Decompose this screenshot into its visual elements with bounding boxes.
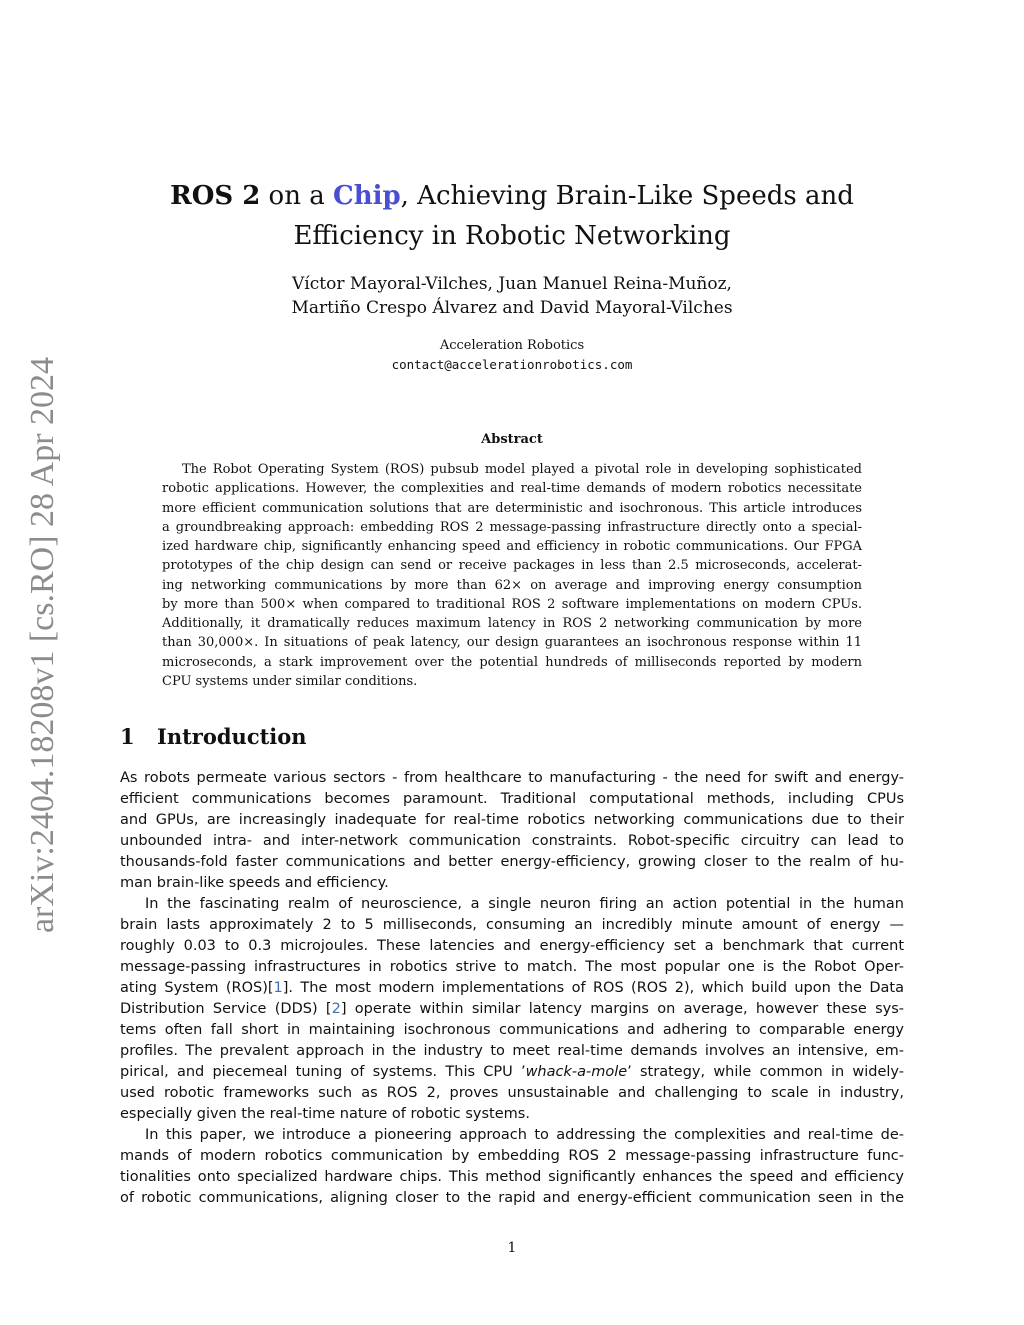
body-text-run: ating System (ROS)[ — [120, 980, 274, 996]
body-text-run: ’ strategy, while common in widely- — [627, 1064, 904, 1080]
citation-link-2[interactable]: 2 — [331, 1001, 341, 1017]
body-line: unbounded intra- and inter-network communication constraints. Robot-specific circuitry can lead to — [120, 833, 904, 849]
section-number: 1 — [120, 724, 135, 749]
body-text-run: ] operate within similar latency margins on average, however these sys- — [340, 1001, 905, 1017]
body-text-run: pirical, and piecemeal tuning of systems. This CPU ’ — [120, 1064, 526, 1080]
body-line: message-passing infrastructures in robotics strive to match. The most popular one is the Robot Oper- — [120, 959, 904, 975]
abstract-line: robotic applications. However, the complexities and real-time demands of modern robotics necessitate — [162, 481, 862, 497]
body-line: roughly 0.03 to 0.3 microjoules. These latencies and energy-efficiency set a benchmark that current — [120, 938, 904, 954]
authors-line-2: Martiño Crespo Álvarez and David Mayoral-Vilches — [291, 298, 733, 318]
abstract-line: microseconds, a stark improvement over the potential hundreds of milliseconds reported by modern — [162, 654, 862, 670]
abstract-line: ized hardware chip, significantly enhancing speed and efficiency in robotic communications. Our FPGA — [162, 539, 862, 554]
body-line — [120, 978, 904, 999]
abstract-line: a groundbreaking approach: embedding ROS 2 message-passing infrastructure directly onto a special- — [162, 519, 862, 535]
body-line: tems often fall short in maintaining isochronous communications and adhering to comparable energy — [120, 1022, 904, 1038]
abstract-heading: Abstract — [481, 432, 543, 447]
paper-title — [120, 176, 904, 256]
body-line: In the fascinating realm of neuroscience, a single neuron firing an action potential in the human — [145, 896, 904, 912]
body-line: mands of modern robotics communication by embedding ROS 2 message-passing infrastructure func- — [120, 1148, 904, 1164]
arxiv-identifier-stamp: arXiv:2404.18208v1 [cs.RO] 28 Apr 2024 — [24, 356, 61, 934]
emphasis-whack-a-mole: whack-a-mole — [525, 1064, 628, 1080]
title-line-2: Efficiency in Robotic Networking — [293, 221, 731, 251]
body-line — [120, 999, 904, 1020]
abstract-line: than 30,000×. In situations of peak latency, our design guarantees an isochronous response within 11 — [162, 635, 862, 651]
abstract-line: Additionally, it dramatically reduces maximum latency in ROS 2 networking communication by more — [162, 616, 862, 631]
abstract-text — [162, 460, 862, 691]
body-line: especially given the real-time nature of robotic systems. — [120, 1106, 530, 1122]
body-line: thousands-fold faster communications and better energy-efficiency, growing closer to the realm of hu- — [120, 854, 904, 870]
title-rest: , Achieving Brain-Like Speeds and — [400, 181, 854, 211]
body-line: efficient communications becomes paramount. Traditional computational methods, including CPUs — [120, 791, 904, 807]
page-number: 1 — [507, 1240, 517, 1256]
abstract-line: more efficient communication solutions that are deterministic and isochronous. This article introduces — [162, 500, 862, 516]
title-line-1 — [120, 176, 904, 216]
abstract-line: CPU systems under similar conditions. — [162, 673, 418, 689]
title-chip: Chip — [333, 181, 401, 211]
body-text-run: ]. The most modern implementations of ROS (ROS 2), which build upon the Data — [282, 980, 904, 996]
abstract-line: ing networking communications by more than 62× on average and improving energy consumption — [162, 577, 862, 593]
authors-line-1: Víctor Mayoral-Vilches, Juan Manuel Reina-Muñoz, — [292, 274, 732, 294]
citation-link-1[interactable]: 1 — [273, 980, 283, 996]
abstract-line: prototypes of the chip design can send or receive packages in less than 2.5 microseconds, accelerat- — [162, 558, 862, 574]
body-line: As robots permeate various sectors - from healthcare to manufacturing - the need for swift and energy- — [120, 770, 904, 786]
title-ros2: ROS 2 — [170, 181, 261, 211]
body-line — [120, 1062, 904, 1083]
affiliation: Acceleration Robotics — [439, 338, 585, 353]
body-line: used robotic frameworks such as ROS 2, proves unsustainable and challenging to scale in industry, — [120, 1085, 904, 1101]
affiliation-block — [120, 336, 904, 374]
body-line: and GPUs, are increasingly inadequate for real-time robotics networking communications due to their — [120, 812, 904, 828]
author-list — [120, 272, 904, 320]
body-text-run: Distribution Service (DDS) [ — [120, 1001, 332, 1017]
body-line: brain lasts approximately 2 to 5 milliseconds, consuming an incredibly minute amount of energy — — [120, 917, 904, 933]
body-line: In this paper, we introduce a pioneering approach to addressing the complexities and real-time de- — [145, 1127, 904, 1143]
abstract-line: by more than 500× when compared to traditional ROS 2 software implementations on modern CPUs. — [162, 596, 862, 612]
contact-email: contact@accelerationrobotics.com — [391, 357, 633, 372]
body-line: profiles. The prevalent approach in the industry to meet real-time demands involves an intensive, em- — [120, 1043, 904, 1059]
abstract-line: The Robot Operating System (ROS) pubsub model played a pivotal role in developing sophisticated — [182, 462, 862, 477]
section-title: Introduction — [157, 724, 307, 749]
body-line: of robotic communications, aligning closer to the rapid and energy-efficient communication seen in the — [120, 1190, 904, 1206]
body-line: tionalities onto specialized hardware chips. This method significantly enhances the speed and efficiency — [120, 1169, 904, 1185]
body-line: man brain-like speeds and efficiency. — [120, 875, 389, 891]
section-heading-introduction — [120, 724, 307, 749]
title-on-a: on a — [260, 181, 333, 211]
introduction-body — [120, 768, 904, 1209]
